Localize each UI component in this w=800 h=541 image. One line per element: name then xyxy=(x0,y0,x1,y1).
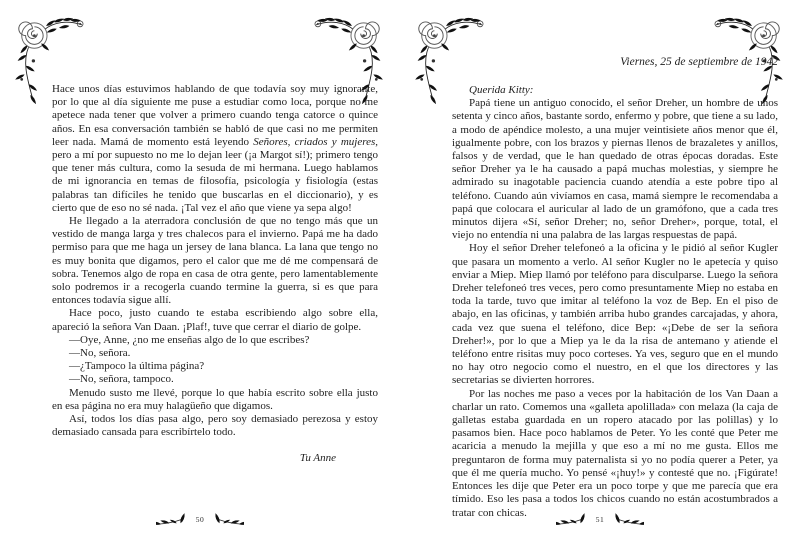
leaf-sprig-ornament-icon xyxy=(610,512,644,527)
body-paragraph: —No, señora, tampoco. xyxy=(69,373,174,386)
body-paragraph: Así, todos los días pasa algo, pero soy demasiado perezosa y estoy demasiado cansada para escribírtelo todo. xyxy=(52,413,378,439)
body-paragraph: —No, señora. xyxy=(69,347,131,360)
entry-date: Viernes, 25 de septiembre de 1942 xyxy=(620,56,778,68)
body-paragraph: Hace unos días estuvimos hablando de que todavía soy muy ignorante, por lo que al día siguiente me puse a estudiar como loca, porque no me apetece nada tener que volver a primero cuando tenga catorce o quince años. En esa conversación también se habló de que casi no me permiten leer nada. Mamá de momento está leyendo Señores, criados y mujeres, pero a mí por supuesto no me lo dejan leer (¡a Margot sí!); primero tengo que tener más cultura, como la sesuda de mi hermana. Luego hablamos de mi ignorancia en temas de filosofía, psicología y fisiología (estas palabras tan difíciles he tenido que buscarlas en el diccionario), y es cierto que de eso no sé nada. ¡Tal vez el año que viene ya sepa algo! xyxy=(52,83,378,214)
leaf-sprig-ornament-icon xyxy=(210,512,244,527)
body-paragraph: He llegado a la aterradora conclusión de que no tengo más que un vestido de manga larga y tres chalecos para el invierno. Papá me ha dado permiso para que me haga un jersey de lana blanca. La lana que tengo no es muy bonita que digamos, pero el calor que me dé me compensará de sobra. Tenemos algo de ropa en casa de otra gente, pero lamentablemente solo podremos ir a recogerla cuando termine la guerra, si es que para entonces todavía sigue allí. xyxy=(52,215,378,307)
page-footer xyxy=(0,512,400,527)
page-number: 50 xyxy=(195,514,205,524)
leaf-sprig-ornament-icon xyxy=(156,512,190,527)
page-footer xyxy=(400,512,800,527)
diary-entry-body xyxy=(52,83,378,439)
body-paragraph: —Oye, Anne, ¿no me enseñas algo de lo que escribes? xyxy=(69,333,310,346)
page-right xyxy=(400,0,800,541)
body-paragraph: Papá tiene un antiguo conocido, el señor Dreher, un hombre de unos setenta y cinco años, bastante sordo, enfermo y pobre, que tiene a su lado, a modo de apéndice molesto, a una mujer veintisiete años menor que él, igualmente pobre, con los brazos y piernas llenos de brazaletes y anillos, falsos y de verdad, que le han quedado de otras épocas doradas. Este señor Dreher ya le ha causado a papá muchas molestias, y siempre he admirado su inagotable paciencia cuando atendía a este pobre tipo al teléfono. Cuando aún vivíamos en casa, mamá siempre le recomendaba a papá que colocara el auricular al lado de un gramófono, que a cada tres minutos dijera «Sí, señor Dreher; no, señor Dreher», porque, total, el viejo no entendía ni una palabra de las largas respuestas de papá. xyxy=(452,97,778,242)
entry-salutation: Querida Kitty: xyxy=(469,84,534,96)
body-paragraph: Hace poco, justo cuando te estaba escribiendo algo sobre ella, apareció la señora Van Daan. ¡Plaf!, tuve que cerrar el diario de golpe. xyxy=(52,307,378,333)
body-paragraph: —¿Tampoco la última página? xyxy=(69,360,205,373)
diary-entry-body xyxy=(452,97,778,520)
leaf-sprig-ornament-icon xyxy=(556,512,590,527)
diary-signature: Tu Anne xyxy=(299,452,336,465)
body-paragraph: Por las noches me paso a veces por la habitación de los Van Daan a charlar un rato. Comemos una «galleta apolillada» con melaza (la caja de galletas estaba guardada en un ropero atacado por las polillas) y lo pasamos bien. Hace poco hablamos de Peter. Yo les conté que Peter me acaricia a menudo la mejilla y que eso a mí no me gusta. Ellos me preguntaron de forma muy paternalista si yo no podía querer a Peter, ya que él me quería mucho. Yo pensé «¡huy!» y contesté que no. ¡Figúrate! Entonces les dije que Peter era un poco torpe y que me parecía que era tímido. Eso les pasa a todos los chicos cuando no están acostumbrados a tratar con chicas. xyxy=(452,387,778,519)
body-paragraph: Menudo susto me llevé, porque lo que había escrito sobre ella justo en esa página no era muy halagüeño que digamos. xyxy=(52,386,378,412)
page-number: 51 xyxy=(595,514,605,524)
body-paragraph: Hoy el señor Dreher telefoneó a la oficina y le pidió al señor Kugler que pasara un momento a verlo. Al señor Kugler no le apetecía y quiso enviar a Miep. Miep llamó por teléfono para disculparse. Luego la señora Dreher telefoneó tres veces, pero como presuntamente Miep no estaba en toda la tarde, tuvo que imitar al teléfono la voz de Bep. En el piso de abajo, en las oficinas, y también arriba hubo grandes carcajadas, y ahora, cada vez que suena el teléfono, dice Bep: «¡Debe de ser la señora Dreher!», por lo que a Miep ya le da la risa de antemano y atiende el teléfono entre risitas muy poco corteses. Ya ves, seguro que en el mundo no hay otro negocio como el nuestro, en el que los directores y las secretarias se divierten horrores. xyxy=(452,242,778,387)
